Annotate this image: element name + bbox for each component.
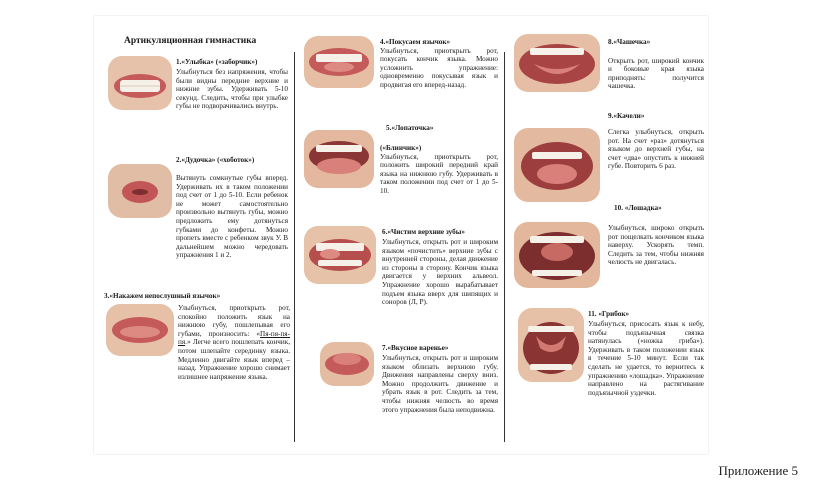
- exercise-2-body: [176, 174, 288, 260]
- photo-bite-tongue: [304, 36, 374, 88]
- exercise-6-title: 6.«Чистим верхние зубы»: [382, 228, 465, 236]
- page-title: Артикуляционная гимнастика: [124, 36, 257, 46]
- document-page: [94, 16, 708, 454]
- exercise-10: [608, 224, 704, 267]
- exercise-2: [176, 156, 288, 165]
- exercise-4-title: 4.«Покусаем язычок»: [380, 38, 451, 46]
- exercise-7-body: [302, 354, 498, 414]
- exercise-5-subtitle: («Блинчик»): [380, 144, 422, 152]
- appendix-label: Приложение 5: [718, 463, 798, 478]
- exercise-3-sound: Пя-пя-пя-пя: [178, 329, 290, 347]
- exercise-6-body: [302, 238, 498, 307]
- exercise-8-text: Открыть рот, широкий кончик и боковые края языка приподнять: получится чашечка.: [608, 56, 704, 91]
- exercise-8-title: 8.«Чашечка»: [608, 38, 651, 46]
- column-divider-1: [294, 52, 295, 442]
- exercise-11-title: 11. «Грибок»: [588, 310, 630, 318]
- photo-tube: [108, 164, 172, 218]
- exercise-3-title: 3.«Накажем непослушный язычок»: [104, 292, 221, 300]
- exercise-11-text: Улыбнуться, присосать язык к небу, чтобы подъязычная связка натянулась («ножка гриба»). Удерживать в таком положении язык в течение 5-10 минут. Если так сделать не удается, то вернитесь к упражнению «лошадка». Упражнение направлено на растягивание подъязычной уздечки.: [588, 320, 704, 397]
- exercise-9-heading: [608, 112, 704, 121]
- exercise-2-text: Вытянуть сомкнутые губы вперед. Удерживать их в таком положении под счет от 1 до 5-10. Если ребенок не может самостоятельно произвольно вытянуть губы, можно предложить ему дотянуться губками до конфеты. Можно пропеть вместе с ребенком звук У. В дальнейшем можно чередовать упражнения 1 и 2.: [176, 174, 288, 260]
- photo-tongue-slap: [106, 304, 174, 356]
- exercise-3-text-end: .» Легче всего пошлепать кончик, потом шлепайте серединку языка. Медленно двигайте язык вперед – назад. Упражнение хорошо снимает излишнее напряжение языка.: [178, 338, 290, 381]
- exercise-3-text: Улыбнуться, приоткрыть рот, спокойно положить язык на нижнюю губу, пошлепывая его губами, произносить: «: [178, 304, 290, 338]
- exercise-2-title: 2.«Дудочка» («хоботок»): [176, 156, 255, 164]
- exercise-5-text: Улыбнуться, приоткрыть рот, положить широкий передний край языка на нижнюю губу. Удерживать в таком положении под счет от 1 до 5-10.: [380, 152, 498, 195]
- exercise-11-body: [508, 320, 704, 397]
- photo-smile: [108, 56, 172, 110]
- exercise-6: [382, 228, 498, 237]
- exercise-1-body: [176, 68, 288, 111]
- exercise-4: [380, 38, 498, 90]
- exercise-3: [104, 292, 290, 301]
- photo-swing: [514, 128, 600, 202]
- photo-spatula: [304, 130, 374, 188]
- exercise-6-text: Улыбнуться, открыть рот и широким языком «почистить» верхние зубы с внутренней стороны, делая движение из стороны в сторону. Кончик языка двигается у верхних альвеол. Упражнение хорошо вырабатывает подъем языка вверх для шипящих и соноров (Л, Р).: [382, 238, 498, 307]
- exercise-1-title: 1.«Улыбка» («заборчик»): [176, 58, 258, 66]
- exercise-10-heading: [614, 204, 704, 213]
- exercise-5-heading: [386, 124, 496, 133]
- exercise-4-text: Улыбнуться, приоткрыть рот, покусать кончик языка. Можно усложнить упражнение: одновременно покусывая язык и продвигая его вперед-назад.: [380, 46, 498, 89]
- exercise-10-title: 10. «Лошадка»: [614, 204, 662, 212]
- exercise-10-text: Улыбнуться, широко открыть рот пощелкать кончиком языка наверху. Ускорять темп. Следить за тем, чтобы нижняя челюсть не двигалась.: [608, 224, 704, 267]
- exercise-3-body: [178, 304, 290, 381]
- exercise-9: [608, 128, 704, 171]
- exercise-5-title: 5.«Лопаточка»: [386, 124, 434, 132]
- exercise-9-text: Слегка улыбнуться, открыть рот. На счет «раз» дотянуться языком до верхней губы, на счет «два» опустить к нижней губе. Повторить 6 раз.: [608, 128, 704, 171]
- exercise-11-heading: [588, 310, 704, 319]
- exercise-7-title: 7.«Вкусное варенье»: [382, 344, 449, 352]
- photo-cup: [514, 34, 600, 92]
- exercise-8: [608, 38, 704, 91]
- exercise-7: [382, 344, 498, 353]
- exercise-1-text: Улыбнуться без напряжения, чтобы были видны передние верхние и нижние зубы. Удерживать 5-10 секунд. Следить, чтобы при улыбке губы не подворачивались внутрь.: [176, 68, 288, 111]
- photo-horse: [514, 222, 600, 288]
- column-divider-2: [504, 52, 505, 442]
- exercise-7-text: Улыбнуться, открыть рот и широким языком облизать верхнюю губу. Движения направлены сверху вниз. Можно продолжить движение и убрать язык в рот. Следить за тем, чтобы нижняя челюсть во время этого упражнения была неподвижна.: [382, 354, 498, 414]
- exercise-5: [380, 144, 498, 196]
- exercise-1: [176, 58, 288, 67]
- exercise-9-title: 9.«Качели»: [608, 112, 645, 120]
